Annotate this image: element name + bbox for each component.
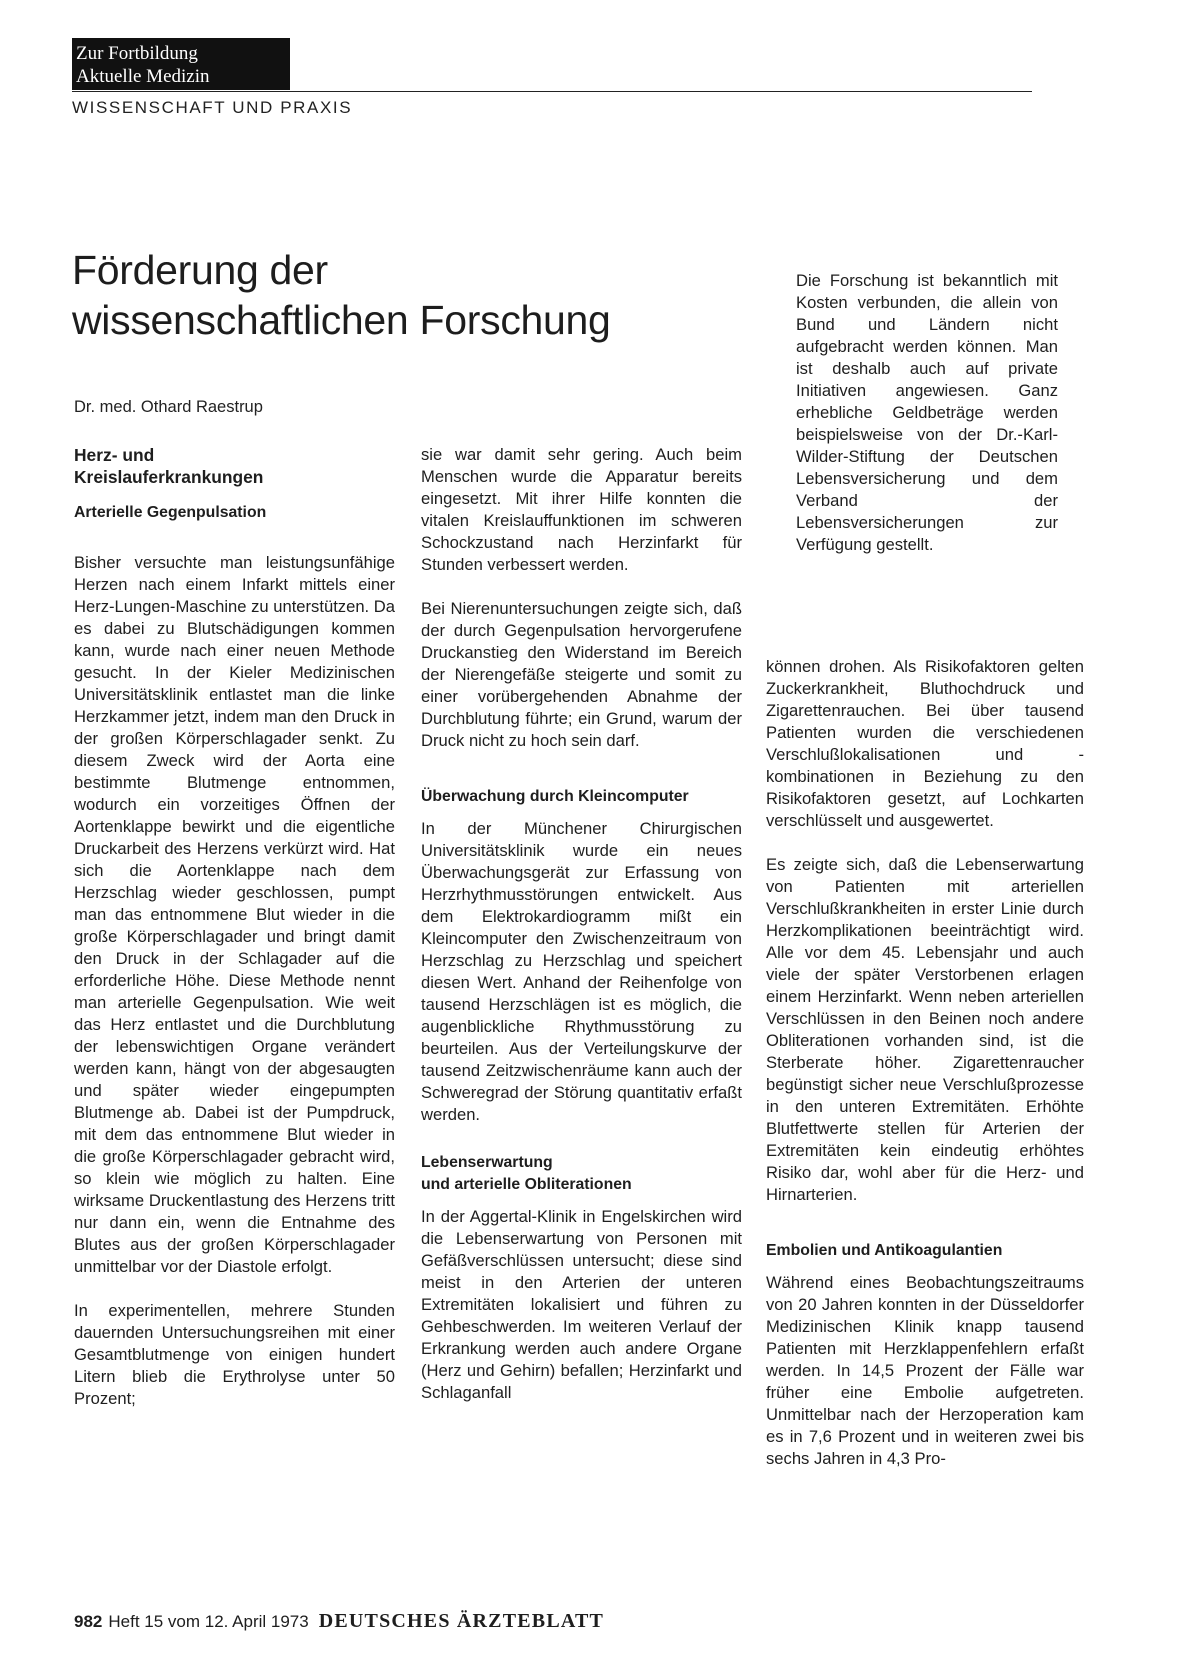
column-3 xyxy=(766,656,1084,1470)
intro-box xyxy=(796,270,1058,556)
subheading-gegenpulsation: Arterielle Gegenpulsation xyxy=(74,504,267,521)
paragraph: Während eines Beobachtungszeitraums von 20 Jahren konnten in der Düsseldorfer Medizinischen Klinik knapp tausend Patienten mit Herzklappenfehlern erfaßt werden. In 14,5 Prozent der Fälle war früher eine Embolie aufgetreten. Unmittelbar nach der Herzoperation kam es in 7,6 Prozent und in weiteren zwei bis sechs Jahren in 4,3 Pro- xyxy=(766,1273,1084,1468)
paragraph: können drohen. Als Risikofaktoren gelten Zuckerkrankheit, Bluthochdruck und Zigarettenrauchen. Bei über tausend Patienten wurden die verschiedenen Verschlußlokalisationen und -kombinationen in Beziehung zu den Risikofaktoren gesetzt, auf Lochkarten verschlüsselt und ausgewertet. xyxy=(766,657,1084,830)
subheading-lebenserwartung xyxy=(421,1152,742,1196)
subheading-embolien: Embolien und Antikoagulantien xyxy=(766,1242,1003,1259)
heading-herz-kreislauf: Herz- und Kreislauferkrankungen xyxy=(74,445,264,487)
issue-info: Heft 15 vom 12. April 1973 xyxy=(108,1612,309,1631)
series-badge xyxy=(72,38,290,90)
header-rule xyxy=(72,91,1032,92)
badge-line-2: Aktuelle Medizin xyxy=(76,66,210,87)
paragraph: Es zeigte sich, daß die Lebenserwartung von Patienten mit arteriellen Verschlußkrankheiten in erster Linie durch Herzkomplikationen beeinträchtigt wird. Alle vor dem 45. Lebensjahr und auch viele der später Verstorbenen erlagen einem Herzinfarkt. Wenn neben arteriellen Verschlüssen in den Beinen noch andere Obliterationen vorhanden sind, ist die Sterberate höher. Zigarettenraucher begünstigt sicher neue Verschlußprozesse in den unteren Extremitäten. Erhöhte Blutfettwerte stellen für Arterien der Extremitäten kein eindeutig erhöhtes Risiko dar, wohl aber für die Herz- und Hirnarterien. xyxy=(766,855,1084,1204)
author: Dr. med. Othard Raestrup xyxy=(74,398,263,416)
section-label: WISSENSCHAFT UND PRAXIS xyxy=(72,98,353,117)
title-line-1: Förderung der xyxy=(72,247,328,293)
badge-line-1: Zur Fortbildung xyxy=(76,43,198,64)
column-2 xyxy=(421,444,742,1404)
intro-paragraph: Die Forschung ist bekanntlich mit Kosten verbunden, die allein von Bund und Ländern nicht aufgebracht werden können. Man ist deshalb auch auf private Initiativen angewiesen. Ganz erhebliche Geldbeträge werden beispielsweise von der Dr.-Karl-Wilder-Stiftung der Deutschen Lebensversicherung und dem Verband der Lebensversicherungen zur Verfügung gestellt. xyxy=(796,271,1058,554)
paragraph: In der Aggertal-Klinik in Engelskirchen wird die Lebenserwartung von Personen mit Gefäßverschlüssen untersucht; diese sind meist in den Arterien der unteren Extremitäten lokalisiert und führen zu Gehbeschwerden. Im weiteren Verlauf der Erkrankung werden auch andere Organe (Herz und Gehirn) befallen; Herzinfarkt und Schlaganfall xyxy=(421,1207,742,1402)
page-footer xyxy=(74,1610,604,1633)
page-number: 982 xyxy=(74,1612,103,1631)
title-line-2: wissenschaftlichen Forschung xyxy=(72,297,611,343)
paragraph: Bisher versuchte man leistungsunfähige Herzen nach einem Infarkt mittels einer Herz-Lungen-Maschine zu unterstützen. Da es dabei zu Blutschädigungen kommen kann, wurde nach einer neuen Methode gesucht. In der Kieler Medizinischen Universitätsklinik entlastet man die linke Herzkammer jetzt, indem man den Druck in der großen Körperschlagader senkt. Zu diesem Zweck wird der Aorta eine bestimmte Blutmenge entnommen, wodurch ein vorzeitiges Öffnen der Aortenklappe bewirkt und die eigentliche Druckarbeit des Herzens verkürzt wird. Hat sich die Aortenklappe nach dem Herzschlag wieder geschlossen, pumpt man das entnommene Blut wieder in die große Körperschlagader und bringt damit den Druck in der Schlagader auf die erforderliche Höhe. Diese Methode nennt man arterielle Gegenpulsation. Wie weit das Herz entlastet und die Durchblutung der lebenswichtigen Organe verändert werden kann, hängt von der abgesaugten und später wieder eingepumpten Blutmenge ab. Dabei ist der Pumpdruck, mit dem das entnommene Blut wieder in die große Körperschlagader gebracht wird, so klein wie möglich zu halten. Eine wirksame Druckentlastung des Herzens tritt nur dann ein, wenn die Entnahme des Blutes aus der großen Körperschlagader unmittelbar vor der Diastole erfolgt. xyxy=(74,553,395,1276)
subheading-kleincomputer: Überwachung durch Kleincomputer xyxy=(421,788,689,805)
paragraph: Bei Nierenuntersuchungen zeigte sich, daß der durch Gegenpulsation hervorgerufene Druckanstieg den Widerstand im Bereich der Nierengefäße steigerte und somit zu einer vorübergehenden Abnahme der Durchblutung führte; ein Grund, warum der Druck nicht zu hoch sein darf. xyxy=(421,599,742,750)
paragraph: sie war damit sehr gering. Auch beim Menschen wurde die Apparatur bereits eingesetzt. Mit ihrer Hilfe konnten die vitalen Kreislauffunktionen im schweren Schockzustand nach Herzinfarkt für Stunden verbessert werden. xyxy=(421,445,742,574)
column-1 xyxy=(74,444,395,1410)
paragraph: In experimentellen, mehrere Stunden dauernden Untersuchungsreihen mit einer Gesamtblutmenge von einigen hundert Litern blieb die Erythrolyse unter 50 Prozent; xyxy=(74,1301,395,1408)
paragraph: In der Münchener Chirurgischen Universitätsklinik wurde ein neues Überwachungsgerät zur Erfassung von Herzrhythmusstörungen entwickelt. Aus dem Elektrokardiogramm mißt ein Kleincomputer den Zwischenzeitraum von Herzschlag zu Herzschlag und speichert diesen Wert. Anhand der Reihenfolge von tausend Herzschlägen ist es möglich, die augenblickliche Rhythmusstörung zu beurteilen. Aus der Verteilungskurve der tausend Zeitzwischenräume kann auch der Schweregrad der Störung quantitativ erfaßt werden. xyxy=(421,819,742,1124)
subheading-line-2: und arterielle Obliterationen xyxy=(421,1176,632,1193)
article-title xyxy=(72,245,722,345)
subheading-line-1: Lebenserwartung xyxy=(421,1154,553,1171)
masthead: DEUTSCHES ÄRZTEBLATT xyxy=(318,1610,605,1632)
